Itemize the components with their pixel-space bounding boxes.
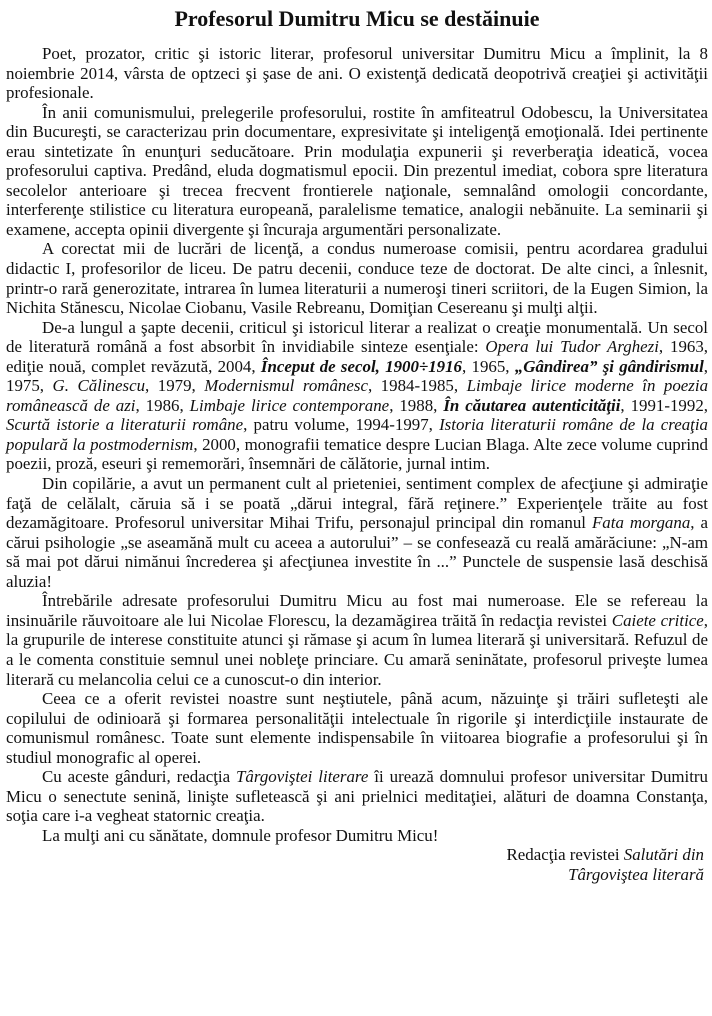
article-title: Profesorul Dumitru Micu se destăinuie (174, 6, 540, 31)
paragraph-lectures: În anii comunismului, prelegerile profesorului, rostite în amfiteatrul Odobescu, la Universitatea din Bucureşti, se caracterizau prin documentare, expresivitate şi inteligenţă emoţională. Idei pertinente erau sintetizate în enunţuri seducătoare. Prin modulaţia expunerii şi reverberaţia ideatică, vocea profesorului captiva. Predând, eluda dogmatismul epocii. Din prezentul imediat, cobora spre literatura secolelor anterioare şi trecea frecvent frontierele naţionale, semnalând omologii concordante, interferenţe stilistice cu literatura europeană, paralelisme tematice, analogii nebănuite. La seminarii şi examene, accepta opinii divergente şi încuraja argumentări personalizate. (6, 102, 708, 239)
paragraph-wishes (6, 767, 708, 826)
text-span: , 1975, (6, 356, 708, 396)
signature (6, 845, 708, 884)
book-title: Fata morgana (591, 513, 691, 533)
signature-journal: Salutări din (623, 845, 704, 865)
text-span: , 1986, (135, 395, 190, 415)
book-title: Limbaje lirice contemporane (189, 395, 390, 415)
book-title: Început de secol, 1900÷1916 (260, 356, 462, 376)
paragraph-closing: La mulţi ani cu sănătate, domnule profesor Dumitru Micu! (42, 825, 439, 845)
book-title: Istoria literaturii române de la creaţia populară la postmodernism (6, 415, 708, 454)
book-title: Opera lui Tudor Arghezi (485, 337, 659, 357)
signature-line-1 (6, 845, 704, 865)
text-span: , a cărui psihologie „se aseamănă mult cu aceea a autorului” – se confesează cu reală amărăciune: „N-am să mai pot dărui nimănui încrederea şi afecţiunea investite în ...” Punctele de suspensie lasă deschisă aluzia! (6, 513, 708, 591)
paragraph-teaching: A corectat mii de lucrări de licenţă, a condus numeroase comisii, pentru acordarea gradului didactic I, profesorilor de liceu. De patru decenii, conduce teze de doctorat. De alte cinci, a înlesnit, printr-o rară generozitate, intrarea în lumea literaturii a numeroşi tineri scriitori, de la Eugen Simion, la Nichita Stănescu, Nicolae Ciobanu, Vasile Rebreanu, Domiţian Cesereanu şi mulţi alţii. (6, 239, 708, 318)
journal-title: Caiete critice (611, 610, 704, 630)
text-span: , la grupurile de interese constituite atunci şi rămase şi acum în lumea literară şi universitară. Refuzul de a le comenta constituie semnul unei nobleţe princiare. Cu amară seninătate, profesorul priveşte lumea literară cu melancolia celui ce a cunoscut-o din interior. (6, 610, 708, 689)
paragraph-friendship (6, 474, 708, 591)
book-title: G. Călinescu (52, 376, 146, 396)
book-title: Modernismul românesc (204, 376, 368, 396)
book-title: Scurtă istorie a literaturii române (6, 415, 244, 435)
paragraph-intro: Poet, prozator, critic şi istoric literar, profesorul universitar Dumitru Micu a împlinit, la 8 noiembrie 2014, vârsta de optzeci şi şase de ani. O existenţă dedicată deopotrivă creaţiei şi activităţii profesionale. (6, 44, 708, 103)
text-span: , 1991-1992, (620, 395, 708, 415)
text-span: , 1965, (462, 356, 515, 376)
text-span: Din copilărie, a avut un permanent cult al prieteniei, sentiment complex de afecţiune şi admiraţie faţă de celălalt, căruia să i se poată „dărui integral, fără reţinere.” Experienţele trăite au fost dezamăgitoare. Profesorul universitar Mihai Trifu, personajul principal din romanul (6, 474, 708, 533)
text-span: , patru volume, 1994-1997, (243, 415, 440, 435)
text-span: Întrebările adresate profesorului Dumitru Micu au fost mai numeroase. Ele se refereau la insinuările răuvoitoare ale lui Nicolae Florescu, la dezamăgirea trăită în redacţia revistei (6, 591, 708, 630)
book-title: În căutarea autenticităţii (443, 395, 621, 415)
text-span: , 1963, ediţie nouă, complet revăzută, 2004, (6, 337, 709, 376)
paragraph-offering: Ceea ce a oferit revistei noastre sunt neştiutele, până acum, năzuinţe şi trăiri sufleteşti ale copilului de odinioară şi formarea personalităţii intelectuale în rigorile şi interdicţiile instaurate de comunismul românesc. Toate sunt elemente indispensabile în viitoarea biografie a profesorului şi în studiul monografic al operei. (6, 689, 708, 767)
text-span: , 1988, (389, 395, 444, 415)
paragraph-questions (6, 591, 708, 689)
paragraph-works (6, 318, 708, 474)
signature-line-2 (6, 865, 704, 885)
text-span: Cu aceste gânduri, redacţia (42, 767, 237, 787)
journal-title: Târgoviştei literare (236, 767, 369, 787)
text-span: De-a lungul a şapte decenii, criticul şi istoricul literar a realizat o creaţie monumentală. Un secol de literatură română a fost absorbit în invidiabile sinteze esenţiale: (6, 317, 708, 357)
text-span: îi urează domnului profesor universitar Dumitru Micu o senectute senină, linişte sufletească şi ani prielnici meditaţiei, alături de doamna Constanţa, soţia care i-a vegheat statornic creaţia. (6, 767, 708, 826)
text-span: , 1984-1985, (367, 376, 467, 396)
signature-prefix: Redacţia revistei (506, 845, 624, 865)
text-span: , 2000, monografii tematice despre Lucian Blaga. Alte zece volume cuprind poezii, proză, eseuri şi rememorări, însemnări de călătorie, jurnal intim. (6, 434, 708, 474)
text-span: , 1979, (145, 376, 205, 396)
book-title: „Gândirea” şi gândirismul (514, 356, 704, 376)
book-title: Limbaje lirice moderne în poezia românească de azi (6, 376, 709, 415)
signature-journal: Târgoviştea literară (568, 864, 704, 884)
